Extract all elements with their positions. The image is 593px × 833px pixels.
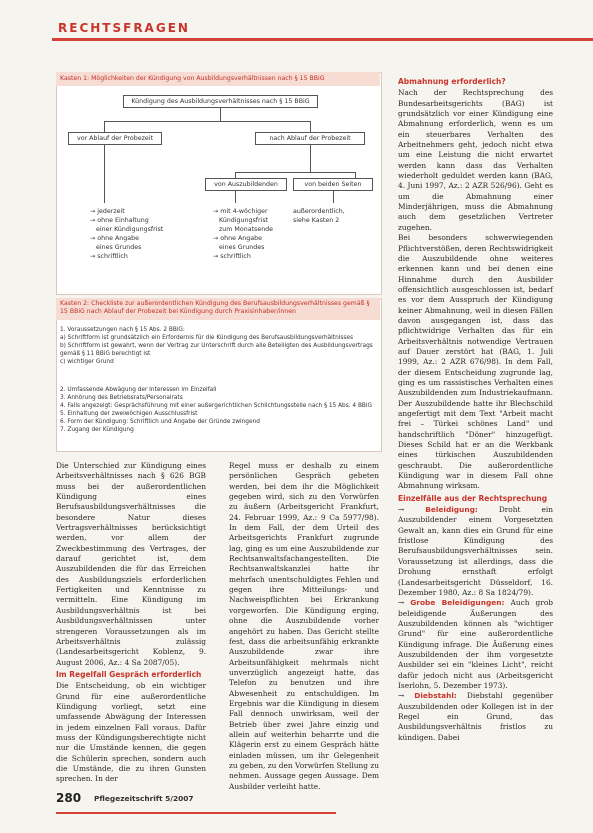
checklist-item: 7. Zugang der Kündigung xyxy=(60,427,134,434)
flow-connector xyxy=(235,191,236,203)
flow-connector xyxy=(220,108,221,121)
body-paragraph: Bei besonders schwerwiegenden Pflichtverstößen, deren Rechtswidrigkeit die Auszubildende ohne weiteres erkennen kann und bei denen eine Hinnahme durch den Ausbilder offensichtlich ausgeschlossen ist, bedarf es vor dem Ausspruch der Kündigung keiner Abmahnung, weil in diesen Fällen davon ausgegangen ist, dass das pflichtwidrige Verhalten das für ein Arbeitsverhältnis notwendige Vertrauen auf Dauer zerstört hat (BAG, 1. Juli 1999, Az.: 2 AZR 676/98). In dem Fall, der diesem Entscheidung zugrunde lag, ging es um rassistisches Verhalten eines Auszubildenden zum Industriekaufmann. Der Auszubildende hatte ihr Blechschild angefertigt mit dem Text "Arbeit macht frei – Türkei schönes Land" und handschriftlich "Döner" hinzugefügt. Dieses Schild hat er an die Werkbank eines türkischen Auszubildenden geschraubt. Die außerordentliche Kündigung war in diesem Fall ohne Abmahnung wirksam. xyxy=(398,233,553,491)
kasten-2-caption: Kasten 2: Checkliste zur außerordentlichen Kündigung des Berufsausbildungsverhältnisses gemäß § 15 BBiG nach Ablauf der Probezeit bei Kündigung durch Praxisinhaber/innen xyxy=(56,298,380,320)
section-title: RECHTSFRAGEN xyxy=(58,21,190,35)
flow-root-node: Kündigung des Ausbildungsverhältnisses nach § 15 BBiG xyxy=(123,95,318,108)
bullet-label: Grobe Beleidigungen: xyxy=(410,598,505,608)
flow-connector xyxy=(333,191,334,203)
header-rule xyxy=(52,38,593,41)
flow-leaf-before: → jederzeit → ohne Einhaltung einer Kündigungsfrist → ohne Angabe eines Grundes → schriftlich xyxy=(90,208,164,260)
flow-connector xyxy=(310,121,311,132)
checklist-item: 4. Falls angezeigt: Gesprächsführung mit einer außergerichtlichen Schlichtungsstelle nach § 15 Abs. 4 BBiG xyxy=(60,403,373,410)
flow-node-before-probation: vor Ablauf der Probezeit xyxy=(68,132,162,145)
checklist-part-a xyxy=(60,326,376,366)
checklist-item: c) wichtiger Grund xyxy=(60,359,114,366)
bullet-label: Diebstahl: xyxy=(414,691,457,701)
flow-connector xyxy=(104,121,310,122)
checklist-item: 3. Anhörung des Betriebsrats/Personalrats xyxy=(60,395,183,402)
body-paragraph: Die Unterschied zur Kündigung eines Arbeitsverhältnisses nach § 626 BGB muss bei der außerordentlichen Kündigung eines Berufsausbildungsverhältnisses die besondere Natur dieses Vertragsverhältnisses berücksichtigt werden, vor allem der Zweckbestimmung des Vertrages, der darauf gerichtet ist, dem Auszubildenden die für das Erreichen des Ausbildungsziels erforderlichen Fertigkeiten und Kenntnisse zu vermitteln. Eine Kündigung im Ausbildungsverhältnis ist bei Ausbildungsverhältnissen unter strengeren Voraussetzungen als im Arbeitsverhältnis zulässig (Landesarbeitsgericht Koblenz, 9. August 2006, Az.: 4 Sa 2087/05). xyxy=(56,461,206,667)
publication-name: Pflegezeitschrift 5/2007 xyxy=(94,794,194,803)
subheading: Im Regelfall Gespräch erforderlich xyxy=(56,669,202,679)
page-number: 280 xyxy=(56,791,82,805)
bullet-item: → Beleidigung: Droht ein Auszubildender einem Vorgesetzten Gewalt an, kann dies ein Grund für eine fristlose Kündigung des Berufsausbildungsverhältnisses sein. Voraussetzung ist allerdings, dass die Drohung ernsthaft erfolgt (Landesarbeitsgericht Düsseldorf, 16. Dezember 1980, Az.: 8 Sa 1824/79). xyxy=(398,505,553,597)
checklist-part-b xyxy=(60,386,376,435)
checklist-item: 5. Einhaltung der zweiwöchigen Ausschlussfrist xyxy=(60,411,198,418)
footer-rule xyxy=(56,812,336,814)
column-middle xyxy=(229,461,379,792)
subheading: Abmahnung erforderlich? xyxy=(398,77,506,86)
body-paragraph: Regel muss er deshalb zu einem persönlichen Gespräch gebeten werden, bei dem ihr die Möglichkeit gegeben wird, sich zu den Vorwürfen zu äußern (Arbeitsgericht Frankfurt, 24. Februar 1999, Az.: 9 Ca 5977/98). In dem Fall, der dem Urteil des Arbeitsgerichts Frankfurt zugrunde lag, ging es um eine Auszubildende zur Rechtsanwaltsfachangestellten. Die Rechtsanwaltskanzlei hatte ihr mehrfach unentschuldigtes Fehlen und gegen ihre Mitteilungs- und Nachweispflichten bei Erkrankung vorgeworfen. Die Kündigung erging, ohne die Auszubildende vorher angehört zu haben. Das Gericht stellte fest, dass die arbeitsunfähig erkrankte Auszubildende zwar ihre Arbeitsunfähigkeit mehrmals nicht unverzüglich angezeigt hatte, das Telefon zu benutzen und ihre Abwesenheit zu entschuldigen. Im Ergebnis war die Kündigung in diesem Fall dennoch unwirksam, weil der Betrieb über zwei Jahre einzig und allein auf weiterhin beharrte und die Klägerin erst zu einem Gespräch hätte einladen müssen, um ihr Gelegenheit zu geben, zu den Vorwürfen Stellung zu nehmen. Aussage gegen Aussage. Dem Ausbilder verleiht hatte. xyxy=(229,461,379,791)
column-right xyxy=(398,75,553,743)
flow-connector xyxy=(104,121,105,132)
checklist-item: a) Schriftform ist grundsätzlich ein Erfordernis für die Kündigung des Berufsausbildungsverhältnisses xyxy=(60,335,353,342)
checklist-item: b) Schriftform ist gewahrt, wenn der Vertrag zur Unterschrift durch alle Beteiligten des Ausbildungsvertrags gemäß § 11 BBiG berechtigt ist xyxy=(60,343,373,358)
flow-node-after-probation: nach Ablauf der Probezeit xyxy=(255,132,365,145)
flow-leaf-trainee: → mit 4-wöchiger Kündigungsfrist zum Monatsende → ohne Angabe eines Grundes → schriftlich xyxy=(213,208,274,260)
body-paragraph: Die Entscheidung, ob ein wichtiger Grund für eine außerordentliche Kündigung vorliegt, setzt eine umfassende Abwägung der Interessen in jedem einzelnen Fall voraus. Dafür muss der Kündigungsberechtigte nicht nur die Umstände kennen, die gegen die Schülerin sprechen, sondern auch die Umstände, die zu ihren Gunsten sprechen. In der xyxy=(56,681,206,784)
bullet-item: → Grobe Beleidigungen: Auch grob beleidigende Äußerungen des Auszubildenden können als "wichtiger Grund" für eine außerordentliche Kündigung infrage. Die Äußerung eines Auszubildenden der ihm vorgesetzte Ausbilder sei ein "kleines Licht", reicht dafür jedoch nicht aus (Arbeitsgericht Iserlohn, 5. Dezember 1973). xyxy=(398,598,554,690)
flow-connector xyxy=(235,172,355,173)
flow-node-by-both: von beiden Seiten xyxy=(293,178,373,191)
body-paragraph: Nach der Rechtsprechung des Bundesarbeitsgerichts (BAG) ist grundsätzlich vor einer Kündigung eine Abmahnung erforderlich, wenn es um ein steuerbares Verhalten des Arbeitnehmers geht, jedoch nicht etwa um eine Leistung die nicht erwartet werden kann dass das Verhalten wiederholt geduldet werden kann (BAG, 4. Juni 1997, Az.: 2 AZR 526/96). Geht es um die Abmahnung einer Minderjährigen, muss die Abmahnung auch dem gesetzlichen Vertreter zugehen. xyxy=(398,88,553,232)
checklist-item: 6. Form der Kündigung: Schriftlich und Angabe der Gründe zwingend xyxy=(60,419,260,426)
column-left xyxy=(56,461,206,785)
flow-connector xyxy=(310,145,311,172)
flow-node-by-trainee: von Auszubildenden xyxy=(205,178,287,191)
kasten-1-caption: Kasten 1: Möglichkeiten der Kündigung von Ausbildungsverhältnissen nach § 15 BBiG xyxy=(56,72,380,86)
flow-leaf-both: außerordentlich, siehe Kasten 2 xyxy=(293,208,345,224)
checklist-item: 2. Umfassende Abwägung der Interessen im Einzelfall xyxy=(60,387,217,393)
flow-connector xyxy=(104,145,105,203)
bullet-label: Beleidigung: xyxy=(425,505,478,515)
subheading: Einzelfälle aus der Rechtsprechung xyxy=(398,493,548,503)
checklist-item: 1. Voraussetzungen nach § 15 Abs. 2 BBiG: xyxy=(60,327,185,333)
bullet-item: → Diebstahl: Diebstahl gegenüber Auszubildenden oder Kollegen ist in der Regel ein Grund, das Ausbildungsverhältnis fristlos zu kündigen. Dabei xyxy=(398,691,553,742)
